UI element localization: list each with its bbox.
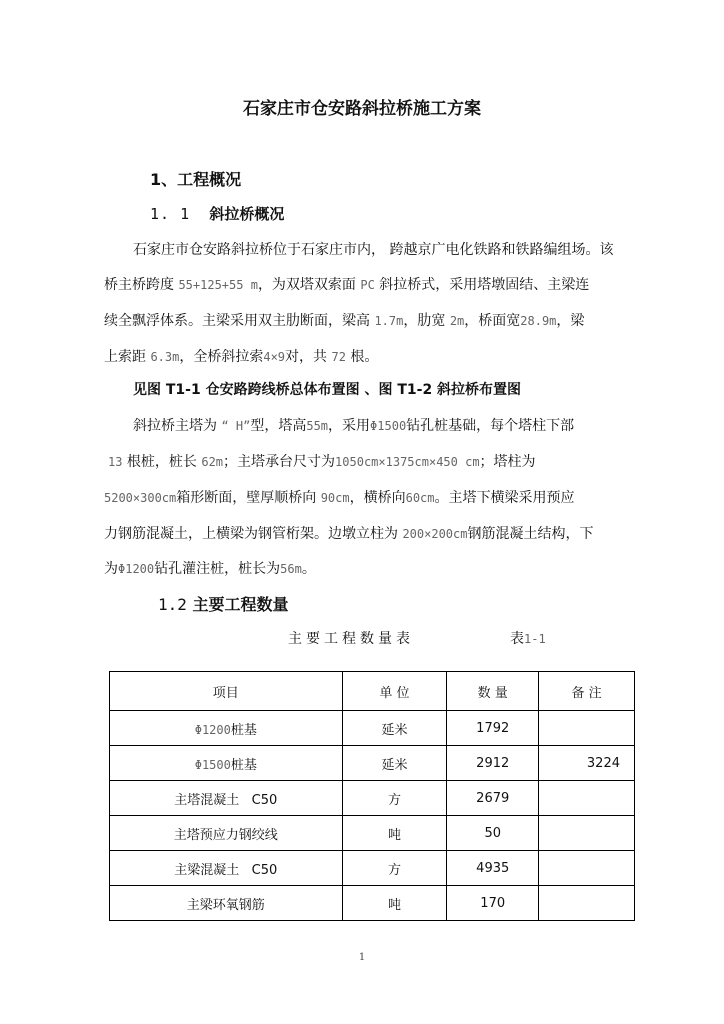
cell-note	[539, 851, 635, 886]
cell-item	[110, 886, 343, 921]
column-section-value: 5200×300cm	[104, 491, 177, 505]
cell-unit: 吨	[342, 816, 447, 851]
table-row	[110, 781, 635, 816]
cell-qty: 2912	[447, 746, 539, 781]
text: ，采用	[328, 418, 371, 434]
text: ；主塔承台尺寸为	[223, 454, 336, 470]
table-number	[510, 628, 546, 648]
rib-width-value: 2m	[449, 314, 465, 328]
pier-section-value: 200×200cm	[402, 527, 468, 541]
section-heading-1	[150, 167, 241, 190]
paragraph-line	[133, 415, 574, 435]
cell-unit: 延米	[342, 711, 447, 746]
text: ；塔柱为	[479, 454, 536, 470]
text: 根桩，桩长	[126, 454, 197, 470]
pile-diameter-value: Φ1200	[118, 562, 155, 576]
text: 斜拉桥主塔为	[133, 418, 217, 434]
text: ，桥面宽	[464, 313, 521, 329]
table-row	[110, 851, 635, 886]
item-code: Φ1200	[194, 722, 231, 737]
beam-height-value: 1.7m	[374, 314, 404, 328]
tower-type-value: “ H”	[221, 419, 251, 433]
paragraph-line	[104, 523, 593, 543]
wall-thickness-value: 90cm	[320, 491, 350, 505]
text: ，全桥斜拉索	[179, 349, 264, 365]
text: 根。	[350, 349, 379, 365]
paragraph-line: 石家庄市仓安路斜拉桥位于石家庄市内， 跨越京广电化铁路和铁路编组场。该	[133, 242, 614, 258]
item-name: 主梁混凝土 C50	[174, 862, 278, 878]
cell-unit: 延米	[342, 746, 447, 781]
tower-height-value: 55m	[306, 419, 329, 433]
section-title: 斜拉桥概况	[209, 205, 285, 223]
item-name: 桩基	[230, 722, 257, 738]
text: 力钢筋混凝土，上横梁为钢管桁架。边墩立柱为	[104, 526, 398, 542]
table-row	[110, 816, 635, 851]
paragraph-line	[104, 346, 378, 366]
paragraph-line	[104, 310, 584, 330]
table-row	[110, 711, 635, 746]
pile-length-value: 62m	[201, 455, 224, 469]
table-number-label: 表	[510, 631, 524, 647]
table-number-value: 1-1	[524, 632, 546, 646]
cell-note	[539, 781, 635, 816]
table-caption: 主要工程数量表	[288, 631, 414, 647]
page-number: 1	[358, 952, 366, 963]
cell-note: 3224	[539, 746, 635, 781]
cell-item	[110, 851, 343, 886]
wall-thickness-value: 60cm	[405, 491, 435, 505]
section-title: 主要工程数量	[192, 595, 289, 614]
header-note: 备 注	[539, 672, 635, 711]
paragraph-line	[104, 558, 316, 578]
text: 型，塔高	[250, 418, 307, 434]
quantity-table	[109, 671, 635, 921]
span-value: 55+125+55 m	[178, 278, 258, 292]
section-title: 、工程概况	[161, 170, 242, 189]
cable-total-value: 72	[331, 350, 346, 364]
cell-item	[110, 781, 343, 816]
section-number: 1	[150, 170, 162, 189]
section-heading-1-2	[158, 592, 289, 615]
text: 续全飘浮体系。主梁采用双主肋断面，梁高	[104, 313, 370, 329]
table-row	[110, 886, 635, 921]
cell-item	[110, 746, 343, 781]
cell-note	[539, 711, 635, 746]
text: 钻孔桩基础，每个塔柱下部	[406, 418, 575, 434]
item-name: 主塔混凝土 C50	[174, 792, 278, 808]
pile-length-value: 56m	[280, 562, 302, 576]
header-item: 项目	[110, 672, 343, 711]
paragraph-line	[108, 451, 536, 471]
pc-value: PC	[360, 278, 375, 292]
text: 钻孔灌注桩，桩长为	[154, 561, 281, 577]
cell-unit: 方	[342, 781, 447, 816]
page-title: 石家庄市仓安路斜拉桥施工方案	[243, 99, 481, 119]
text: 。主塔下横梁采用预应	[434, 490, 575, 506]
deck-width-value: 28.9m	[520, 314, 557, 328]
cable-spacing-value: 6.3m	[150, 350, 180, 364]
cell-item	[110, 816, 343, 851]
item-name: 桩基	[230, 757, 257, 773]
cell-unit: 方	[342, 851, 447, 886]
text: 。	[301, 561, 316, 577]
header-qty: 数 量	[447, 672, 539, 711]
text: 对，共	[285, 349, 328, 365]
cap-size-value: 1050cm×1375cm×450 cm	[335, 455, 480, 469]
cell-qty: 1792	[447, 711, 539, 746]
text: ，梁	[556, 313, 585, 329]
cell-item	[110, 711, 343, 746]
text: ，为双塔双索面	[257, 277, 356, 293]
section-number: 1.2	[158, 595, 187, 614]
cell-qty: 4935	[447, 851, 539, 886]
table-row	[110, 746, 635, 781]
text: 桥主桥跨度	[104, 277, 174, 293]
figure-reference: 见图 T1-1 仓安路跨线桥总体布置图 、图 T1-2 斜拉桥布置图	[133, 382, 522, 398]
text: ，肋宽	[403, 313, 446, 329]
text: 钢筋混凝土结构，下	[467, 526, 594, 542]
text: 上索距	[104, 349, 146, 365]
cable-count-value: 4×9	[263, 350, 286, 364]
paragraph-line	[104, 487, 575, 507]
item-name: 主塔预应力钢绞线	[173, 827, 278, 843]
cell-qty: 2679	[447, 781, 539, 816]
cell-note	[539, 816, 635, 851]
text: ，横桥向	[349, 490, 406, 506]
cell-qty: 170	[447, 886, 539, 921]
pile-diameter-value: Φ1500	[370, 419, 407, 433]
cell-qty: 50	[447, 816, 539, 851]
item-code: Φ1500	[194, 757, 231, 772]
pile-count-value: 13	[108, 455, 123, 469]
section-heading-1-1	[150, 203, 284, 224]
header-unit: 单 位	[342, 672, 447, 711]
cell-note	[539, 886, 635, 921]
item-name: 主梁环氧钢筋	[186, 897, 265, 913]
text: 箱形断面，壁厚顺桥向	[176, 490, 317, 506]
cell-unit: 吨	[342, 886, 447, 921]
paragraph-line	[104, 274, 589, 294]
table-header-row	[110, 672, 635, 711]
section-number: 1. 1	[150, 205, 191, 223]
text: 斜拉桥式，采用塔墩固结、主梁连	[379, 277, 590, 293]
text: 为	[104, 561, 118, 577]
